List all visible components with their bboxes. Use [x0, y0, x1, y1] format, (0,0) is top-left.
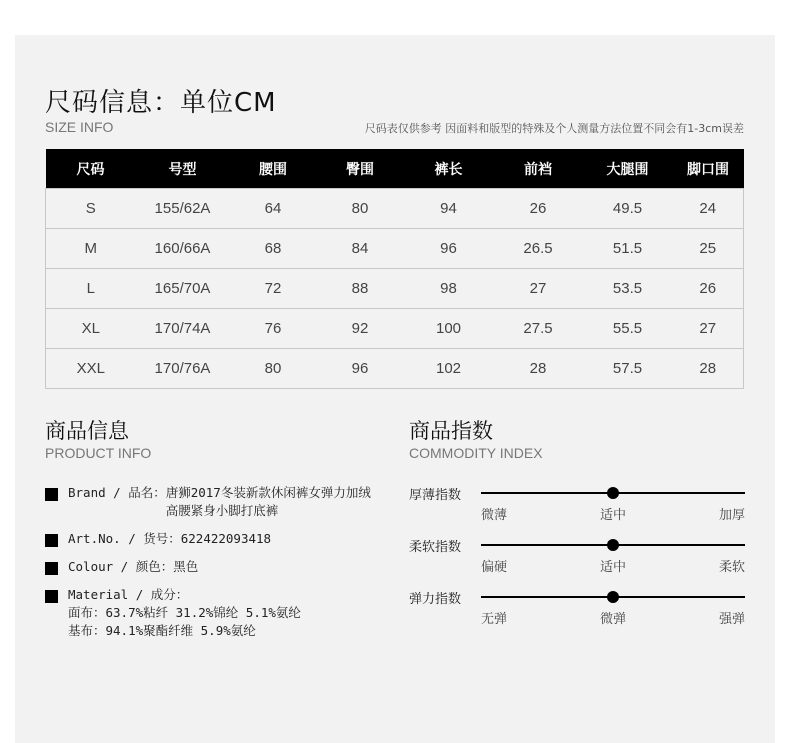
table-cell: XL	[46, 309, 136, 349]
list-item	[45, 530, 375, 548]
table-row	[46, 349, 744, 389]
header-cell: 号型	[136, 149, 230, 189]
size-title: 尺码信息：单位CM	[45, 88, 277, 118]
index-tick: 加厚	[718, 508, 745, 523]
index-tick: 微弹	[599, 612, 627, 627]
table-cell: 80	[317, 189, 404, 229]
bullet-square-icon	[45, 534, 58, 547]
index-marker	[607, 539, 619, 551]
index-marker	[607, 487, 619, 499]
header-cell: 脚口围	[673, 149, 744, 189]
index-label: 柔软指数	[409, 540, 462, 555]
header-cell: 尺码	[46, 149, 136, 189]
table-cell: 170/76A	[136, 349, 230, 389]
table-cell: 94	[404, 189, 494, 229]
index-tick: 微薄	[481, 508, 508, 523]
product-info-list	[45, 484, 375, 650]
table-cell: 53.5	[583, 269, 673, 309]
table-cell: 55.5	[583, 309, 673, 349]
table-cell: 80	[230, 349, 317, 389]
index-tick: 无弹	[481, 612, 508, 627]
index-row-thickness	[409, 484, 745, 536]
table-row	[46, 189, 744, 229]
table-cell: 96	[404, 229, 494, 269]
table-row	[46, 309, 744, 349]
table-cell: XXL	[46, 349, 136, 389]
table-cell: 28	[494, 349, 583, 389]
product-info-subtitle: PRODUCT INFO	[45, 445, 152, 461]
table-cell: 76	[230, 309, 317, 349]
index-tick: 适中	[599, 508, 627, 523]
size-table	[45, 149, 744, 389]
size-subtitle: SIZE INFO	[45, 119, 114, 135]
table-cell: M	[46, 229, 136, 269]
material-line-1: 面布：63.7%粘纤 31.2%锦纶 5.1%氨纶	[68, 605, 301, 620]
brand-key: Brand / 品名：	[68, 485, 166, 500]
bullet-square-icon	[45, 562, 58, 575]
list-item	[45, 484, 375, 520]
index-label: 厚薄指数	[409, 488, 462, 503]
bullet-square-icon	[45, 590, 58, 603]
index-label: 弹力指数	[409, 592, 462, 607]
table-cell: 27.5	[494, 309, 583, 349]
table-cell: 68	[230, 229, 317, 269]
artno-text: Art.No. / 货号：622422093418	[68, 531, 272, 546]
size-note: 尺码表仅供参考 因面料和版型的特殊及个人测量方法位置不同会有1-3cm误差	[364, 122, 744, 135]
header-cell: 裤长	[404, 149, 494, 189]
table-row	[46, 269, 744, 309]
table-cell: 64	[230, 189, 317, 229]
table-cell: 27	[494, 269, 583, 309]
brand-value: 唐狮2017冬装新款休闲裤女弹力加绒高腰紧身小脚打底裤	[165, 485, 371, 518]
table-cell: S	[46, 189, 136, 229]
table-cell: L	[46, 269, 136, 309]
table-cell: 57.5	[583, 349, 673, 389]
index-tick: 强弹	[718, 612, 745, 627]
table-cell: 170/74A	[136, 309, 230, 349]
table-cell: 28	[673, 349, 744, 389]
table-cell: 96	[317, 349, 404, 389]
table-cell: 84	[317, 229, 404, 269]
header-cell: 前裆	[494, 149, 583, 189]
index-row-softness	[409, 536, 745, 588]
list-item	[45, 558, 375, 576]
commodity-index-subtitle: COMMODITY INDEX	[409, 445, 543, 461]
table-cell: 24	[673, 189, 744, 229]
product-info-title: 商品信息	[45, 419, 129, 443]
table-cell: 92	[317, 309, 404, 349]
table-cell: 27	[673, 309, 744, 349]
table-cell: 26	[494, 189, 583, 229]
table-cell: 160/66A	[136, 229, 230, 269]
index-tick: 适中	[599, 560, 627, 575]
table-cell: 25	[673, 229, 744, 269]
header-cell: 大腿围	[583, 149, 673, 189]
bullet-square-icon	[45, 488, 58, 501]
table-cell: 72	[230, 269, 317, 309]
index-marker	[607, 591, 619, 603]
table-cell: 155/62A	[136, 189, 230, 229]
table-cell: 88	[317, 269, 404, 309]
table-cell: 165/70A	[136, 269, 230, 309]
commodity-index-title: 商品指数	[409, 419, 493, 443]
table-cell: 49.5	[583, 189, 673, 229]
index-tick: 柔软	[718, 560, 745, 575]
table-cell: 26.5	[494, 229, 583, 269]
material-line-2: 基布：94.1%聚酯纤维 5.9%氨纶	[68, 623, 256, 638]
table-cell: 98	[404, 269, 494, 309]
index-row-elasticity	[409, 588, 745, 640]
table-cell: 26	[673, 269, 744, 309]
table-row	[46, 229, 744, 269]
list-item	[45, 586, 375, 640]
colour-text: Colour / 颜色：黑色	[68, 559, 199, 574]
table-cell: 51.5	[583, 229, 673, 269]
table-cell: 100	[404, 309, 494, 349]
table-cell: 102	[404, 349, 494, 389]
index-tick: 偏硬	[481, 560, 508, 575]
header-cell: 腰围	[230, 149, 317, 189]
material-key: Material / 成分：	[68, 587, 189, 602]
size-table-header	[46, 149, 744, 189]
header-cell: 臀围	[317, 149, 404, 189]
